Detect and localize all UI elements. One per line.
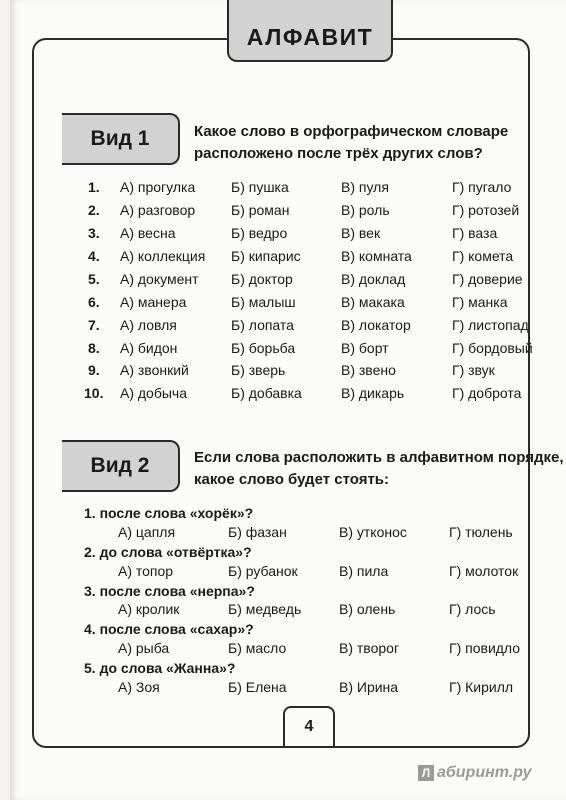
option-c: В) пуля <box>341 179 389 195</box>
option-b: Б) Елена <box>228 679 287 695</box>
section-1-question: Какое слово в орфографическом словаре расположено после трёх других слов? <box>194 123 509 162</box>
watermark-logo-icon: Л <box>418 765 434 781</box>
option-d: Г) лось <box>449 601 496 617</box>
item-number: 2. <box>88 202 100 218</box>
watermark-text: абиринт.ру <box>437 764 532 781</box>
option-b: Б) рубанок <box>228 563 298 579</box>
item-number: 4. <box>88 248 100 264</box>
option-b: Б) доктор <box>231 271 293 287</box>
option-d: Г) Кирилл <box>449 679 514 695</box>
question-text: 2. до слова «отвёртка»? <box>84 544 252 560</box>
option-a: А) разговор <box>120 202 196 218</box>
section-2-tab <box>62 440 180 492</box>
option-d: Г) ротозей <box>452 202 520 218</box>
item-number: 10. <box>84 385 104 401</box>
option-d: Г) доверие <box>452 271 523 287</box>
item-number: 8. <box>88 340 100 356</box>
section-2-label: Вид 2 <box>90 454 150 477</box>
item-number: 9. <box>88 362 100 378</box>
option-a: А) Зоя <box>118 679 160 695</box>
option-a: А) документ <box>120 271 199 287</box>
option-d: Г) бордовый <box>452 340 533 356</box>
option-b: Б) фазан <box>228 524 287 540</box>
option-b: Б) ведро <box>231 225 288 241</box>
item-number: 3. <box>88 225 100 241</box>
option-c: В) макака <box>341 294 405 310</box>
item-number: 5. <box>88 271 100 287</box>
option-d: Г) доброта <box>452 385 522 401</box>
option-c: В) борт <box>341 340 389 356</box>
option-a: А) ловля <box>120 317 177 333</box>
question-text: 5. до слова «Жанна»? <box>84 660 236 676</box>
option-b: Б) медведь <box>228 601 302 617</box>
option-a: А) весна <box>120 225 176 241</box>
option-a: А) цапля <box>118 524 176 540</box>
question-text: 1. после слова «хорёк»? <box>84 505 254 521</box>
item-number: 6. <box>88 294 100 310</box>
option-b: Б) роман <box>231 202 290 218</box>
option-c: В) олень <box>339 601 396 617</box>
option-b: Б) масло <box>228 640 287 656</box>
option-b: Б) зверь <box>231 362 286 378</box>
option-a: А) кролик <box>118 601 180 617</box>
option-a: А) рыба <box>118 640 170 656</box>
option-d: Г) манка <box>452 294 508 310</box>
option-c: В) век <box>341 225 381 241</box>
option-a: А) бидон <box>120 340 178 356</box>
option-d: Г) тюлень <box>449 524 513 540</box>
option-c: В) утконос <box>339 524 407 540</box>
option-c: В) дикарь <box>341 385 405 401</box>
option-d: Г) пугало <box>452 179 512 195</box>
page-number: 4 <box>304 718 314 735</box>
option-c: В) пила <box>339 563 389 579</box>
option-d: Г) звук <box>452 362 495 378</box>
option-c: В) Ирина <box>339 679 399 695</box>
option-c: В) комната <box>341 248 412 264</box>
option-b: Б) пушка <box>231 179 289 195</box>
option-a: А) звонкий <box>120 362 189 378</box>
title-tab <box>227 0 393 62</box>
option-a: А) прогулка <box>120 179 196 195</box>
section-1-tab <box>62 113 180 165</box>
page-number-box <box>283 706 335 746</box>
section-1-label: Вид 1 <box>90 127 150 150</box>
item-number: 7. <box>88 317 100 333</box>
question-text: 3. после слова «нерпа»? <box>84 583 255 599</box>
option-b: Б) малыш <box>231 294 296 310</box>
option-a: А) топор <box>118 563 174 579</box>
option-c: В) роль <box>341 202 390 218</box>
option-a: А) манера <box>120 294 187 310</box>
option-c: В) звено <box>341 362 396 378</box>
option-b: Б) борьба <box>231 340 296 356</box>
page-title: АЛФАВИТ <box>246 23 374 50</box>
option-c: В) локатор <box>341 317 411 333</box>
option-d: Г) повидло <box>449 640 521 656</box>
option-b: Б) лопата <box>231 317 294 333</box>
option-b: Б) кипарис <box>231 248 301 264</box>
option-c: В) творог <box>339 640 400 656</box>
watermark <box>418 764 532 782</box>
option-a: А) добыча <box>120 385 188 401</box>
question-text: 4. после слова «сахар»? <box>84 621 254 637</box>
item-number: 1. <box>88 179 100 195</box>
option-d: Г) ваза <box>452 225 498 241</box>
option-d: Г) листопад <box>452 317 529 333</box>
section-2-question: Если слова расположить в алфавитном порядке, какое слово будет стоять: <box>194 449 564 488</box>
option-a: А) коллекция <box>120 248 206 264</box>
option-c: В) доклад <box>341 271 406 287</box>
option-d: Г) молоток <box>449 563 519 579</box>
option-b: Б) добавка <box>231 385 302 401</box>
option-d: Г) комета <box>452 248 514 264</box>
